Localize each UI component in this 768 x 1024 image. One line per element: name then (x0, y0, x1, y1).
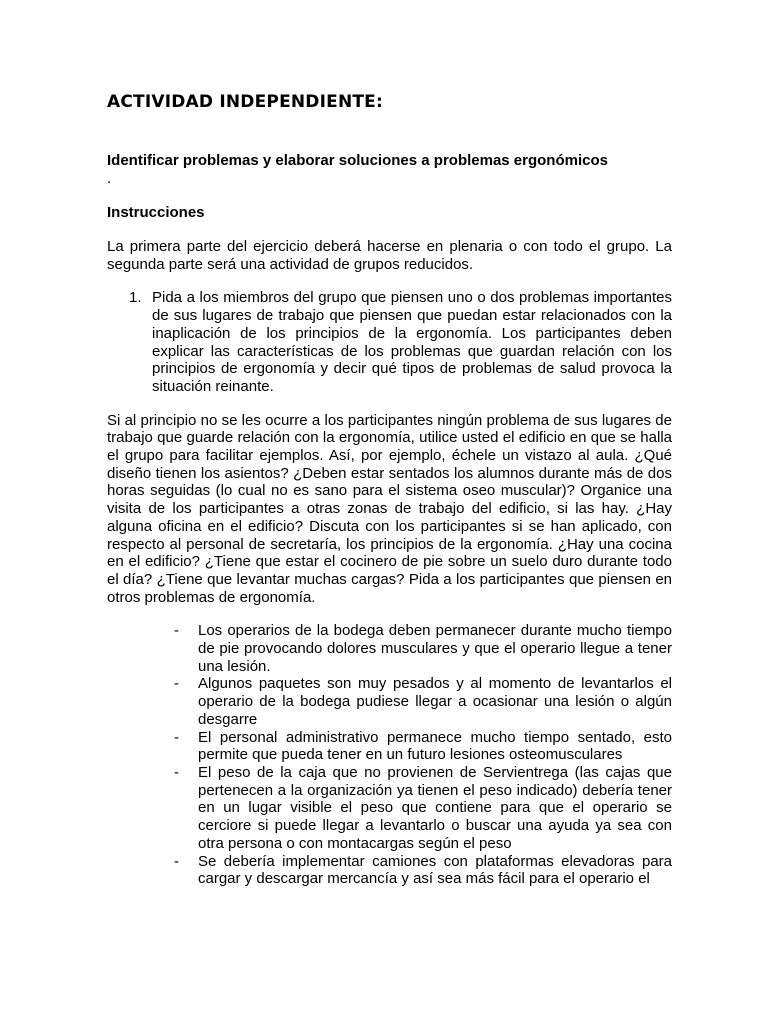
subtitle-dot: . (107, 170, 112, 187)
numbered-list-item (107, 289, 672, 395)
main-paragraph: Si al principio no se les ocurre a los participantes ningún problema de sus lugares de trabajo que guarde relación con la ergonomía, utilice usted el edificio en que se halla el grupo para facilitar ejemplos. Así, por ejemplo, échele un vistazo al aula. ¿Qué diseño tienen los asientos? ¿Deben estar sentados los alumnos durante más de dos horas seguidas (lo cual no es sano para el sistema oseo muscular)? Organice una visita de los participantes a otras zonas de trabajo del edificio, si las hay. ¿Hay alguna oficina en el edificio? Discuta con los participantes si se han aplicado, con respecto al personal de secretaría, los principios de la ergonomía. ¿Hay una cocina en el edificio? ¿Tiene que estar el cocinero de pie sobre un suelo duro durante todo el día? ¿Tiene que levantar muchas cargas? Pida a los participantes que piensen en otros problemas de ergonomía. (107, 411, 672, 606)
intro-paragraph: La primera parte del ejercicio deberá hacerse en plenaria o con todo el grupo. La segunda parte será una actividad de grupos reducidos. (107, 238, 672, 273)
list-item-text: Pida a los miembros del grupo que piensen uno o dos problemas importantes de sus lugares de trabajo que piensen que puedan estar relacionados con la inaplicación de los principios de la ergonomía. Los participantes deben explicar las características de los problemas que guardan relación con los principios de ergonomía y decir qué tipos de problemas de salud provoca la situación reinante. (152, 289, 672, 395)
dash-list-item (107, 622, 672, 675)
numbered-list (107, 289, 672, 395)
dash-list-item (107, 675, 672, 728)
list-item-text: Algunos paquetes son muy pesados y al momento de levantarlos el operario de la bodega pudiese llegar a ocasionar una lesión o algún desgarre (198, 675, 672, 728)
document-subtitle: Identificar problemas y elaborar soluciones a problemas ergonómicos (107, 152, 608, 169)
instructions-heading: Instrucciones (107, 204, 205, 221)
document-title: ACTIVIDAD INDEPENDIENTE: (107, 92, 383, 112)
document-body (107, 90, 672, 888)
dash-list-item (107, 729, 672, 764)
list-number: 1. (129, 289, 142, 307)
dash-list-item (107, 853, 672, 888)
list-item-text: El personal administrativo permanece mucho tiempo sentado, esto permite que pueda tener en un futuro lesiones osteomusculares (198, 728, 672, 764)
list-item-text: Se debería implementar camiones con plataformas elevadoras para cargar y descargar mercancía y así sea más fácil para el operario el (198, 852, 672, 888)
dash-marker: - (174, 852, 179, 870)
dash-list (107, 622, 672, 888)
dash-marker: - (174, 728, 179, 746)
list-item-text: El peso de la caja que no provienen de Servientrega (las cajas que pertenecen a la organización ya tienen el peso indicado) debería tener en un lugar visible el peso que contiene para que el operario se cerciore si puede llegar a levantarlo o buscar una ayuda ya sea con otra persona o con montacargas según el peso (198, 763, 672, 852)
dash-marker: - (174, 675, 179, 693)
list-item-text: Los operarios de la bodega deben permanecer durante mucho tiempo de pie provocando dolores musculares y que el operario llegue a tener una lesión. (198, 622, 672, 675)
dash-marker: - (174, 622, 179, 640)
dash-list-item (107, 764, 672, 853)
dash-marker: - (174, 763, 179, 781)
